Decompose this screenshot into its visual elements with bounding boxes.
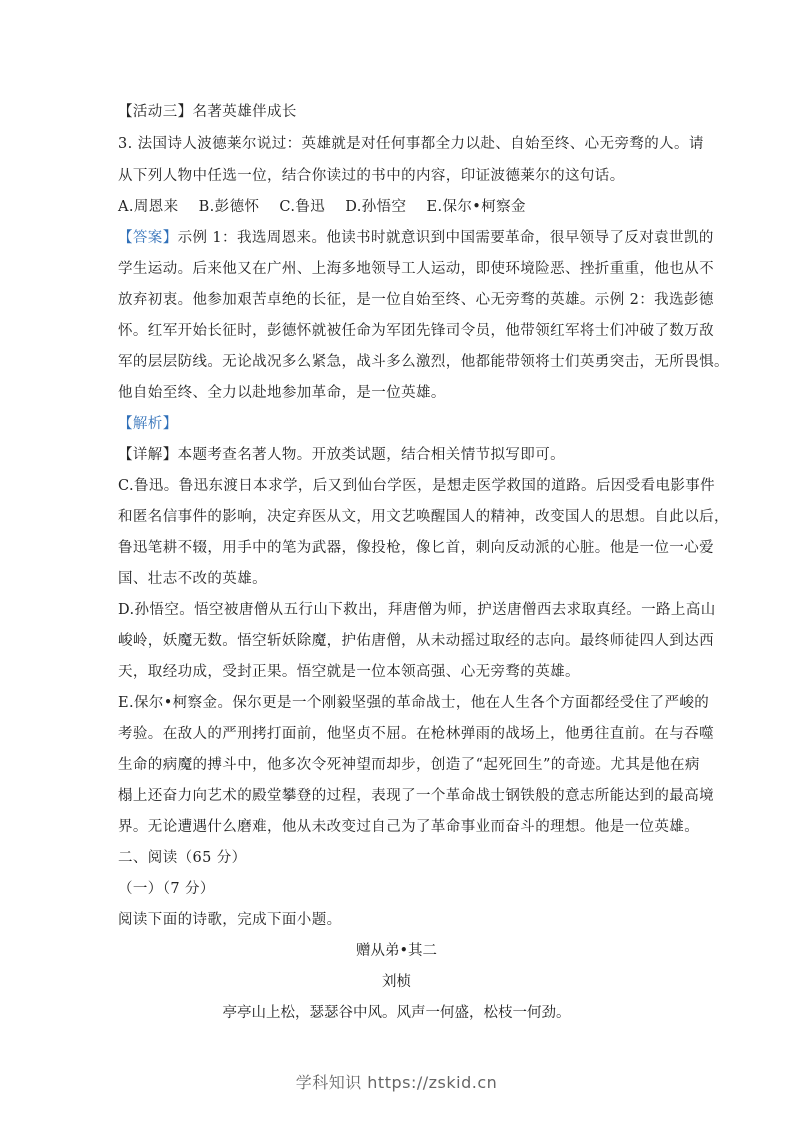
detail-tag: 【详解】 (118, 447, 178, 463)
section-title: 二、阅读（65 分） (118, 850, 247, 866)
explanation-c-line: 国、壮志不改的英雄。 (118, 571, 267, 587)
poem-line: 亭亭山上松，瑟瑟谷中风。风声一何盛，松枝一何劲。 (222, 1005, 571, 1021)
poem-title: 赠从弟•其二 (355, 943, 438, 959)
explanation-e-line: 考验。在敌人的严刑拷打面前，他坚贞不屈。在枪林弹雨的战场上，他勇往直前。在与吞噬 (118, 726, 714, 742)
answer-line: 怀。红军开始长征时，彭德怀就被任命为军团先锋司令员，他带领红军将士们冲破了数万敌 (118, 323, 714, 339)
explanation-c-line: 鲁迅笔耕不辍，用手中的笔为武器，像投枪，像匕首，刺向反动派的心脏。他是一位一心爱 (118, 540, 714, 556)
detail-line (118, 445, 565, 465)
answer-first-line (118, 228, 714, 248)
question-line: 3. 法国诗人波德莱尔说过：英雄就是对任何事都全力以赴、自始至终、心无旁骛的人。请 (118, 136, 704, 152)
answer-text: 示例 1：我选周恩来。他读书时就意识到中国需要革命，很早领导了反对袁世凯的 (177, 230, 714, 246)
explanation-d-line: D.孙悟空。悟空被唐僧从五行山下救出，拜唐僧为师，护送唐僧西去求取真经。一路上高山 (118, 602, 716, 618)
detail-text: 本题考查名著人物。开放类试题，结合相关情节拟写即可。 (177, 447, 566, 463)
activity-bracket-label: 【活动三】 (118, 104, 193, 120)
question-options: A.周恩来 B.彭德怀 C.鲁迅 D.孙悟空 E.保尔•柯察金 (118, 199, 526, 215)
question-line: 从下列人物中任选一位，结合你读过的书中的内容，印证波德莱尔的这句话。 (118, 168, 625, 184)
explanation-c-line: 和匿名信事件的影响，决定弃医从文，用文艺唤醒国人的精神，改变国人的思想。自此以后， (118, 509, 729, 525)
explanation-e-line: 界。无论遭遇什么磨难，他从未改变过自己为了革命事业而奋斗的理想。他是一位英雄。 (118, 819, 700, 835)
answer-tag: 【答案】 (118, 230, 178, 246)
explanation-d-line: 峻岭，妖魔无数。悟空斩妖除魔，护佑唐僧，从未动摇过取经的志向。最终师徒四人到达西 (118, 633, 714, 649)
poem-author: 刘桢 (382, 974, 411, 990)
activity-heading (118, 102, 297, 122)
explanation-e-line: E.保尔•柯察金。保尔更是一个刚毅坚强的革命战士，他在人生各个方面都经受住了严峻的 (118, 695, 710, 711)
answer-line: 军的层层防线。无论战况多么紧急，战斗多么激烈，他都能带领将士们英勇突击，无所畏惧。 (118, 354, 729, 370)
section-instruction: 阅读下面的诗歌，完成下面小题。 (118, 912, 342, 928)
answer-line: 他自始至终、全力以赴地参加革命，是一位英雄。 (118, 385, 446, 401)
section-subtitle: （一）（7 分） (118, 881, 215, 897)
analysis-tag: 【解析】 (118, 416, 178, 432)
explanation-c-line: C.鲁迅。鲁迅东渡日本求学，后又到仙台学医，是想走医学救国的道路。后因受看电影事件 (118, 478, 716, 494)
explanation-e-line: 榻上还奋力向艺术的殿堂攀登的过程，表现了一个革命战士钢铁般的意志所能达到的最高境 (118, 788, 714, 804)
footer-watermark: 学科知识 https://zskid.cn (295, 1073, 498, 1092)
explanation-e-line: 生命的病魔的搏斗中，他多次令死神望而却步，创造了“起死回生”的奇迹。尤其是他在病 (118, 757, 700, 773)
explanation-d-line: 天，取经功成，受封正果。悟空就是一位本领高强、心无旁骛的英雄。 (118, 664, 580, 680)
answer-line: 学生运动。后来他又在广州、上海多地领导工人运动，即使环境险恶、挫折重重，他也从不 (118, 261, 714, 277)
activity-title: 名著英雄伴成长 (192, 104, 297, 120)
answer-line: 放弃初衷。他参加艰苦卓绝的长征，是一位自始至终、心无旁骛的英雄。示例 2：我选彭德 (118, 292, 714, 308)
